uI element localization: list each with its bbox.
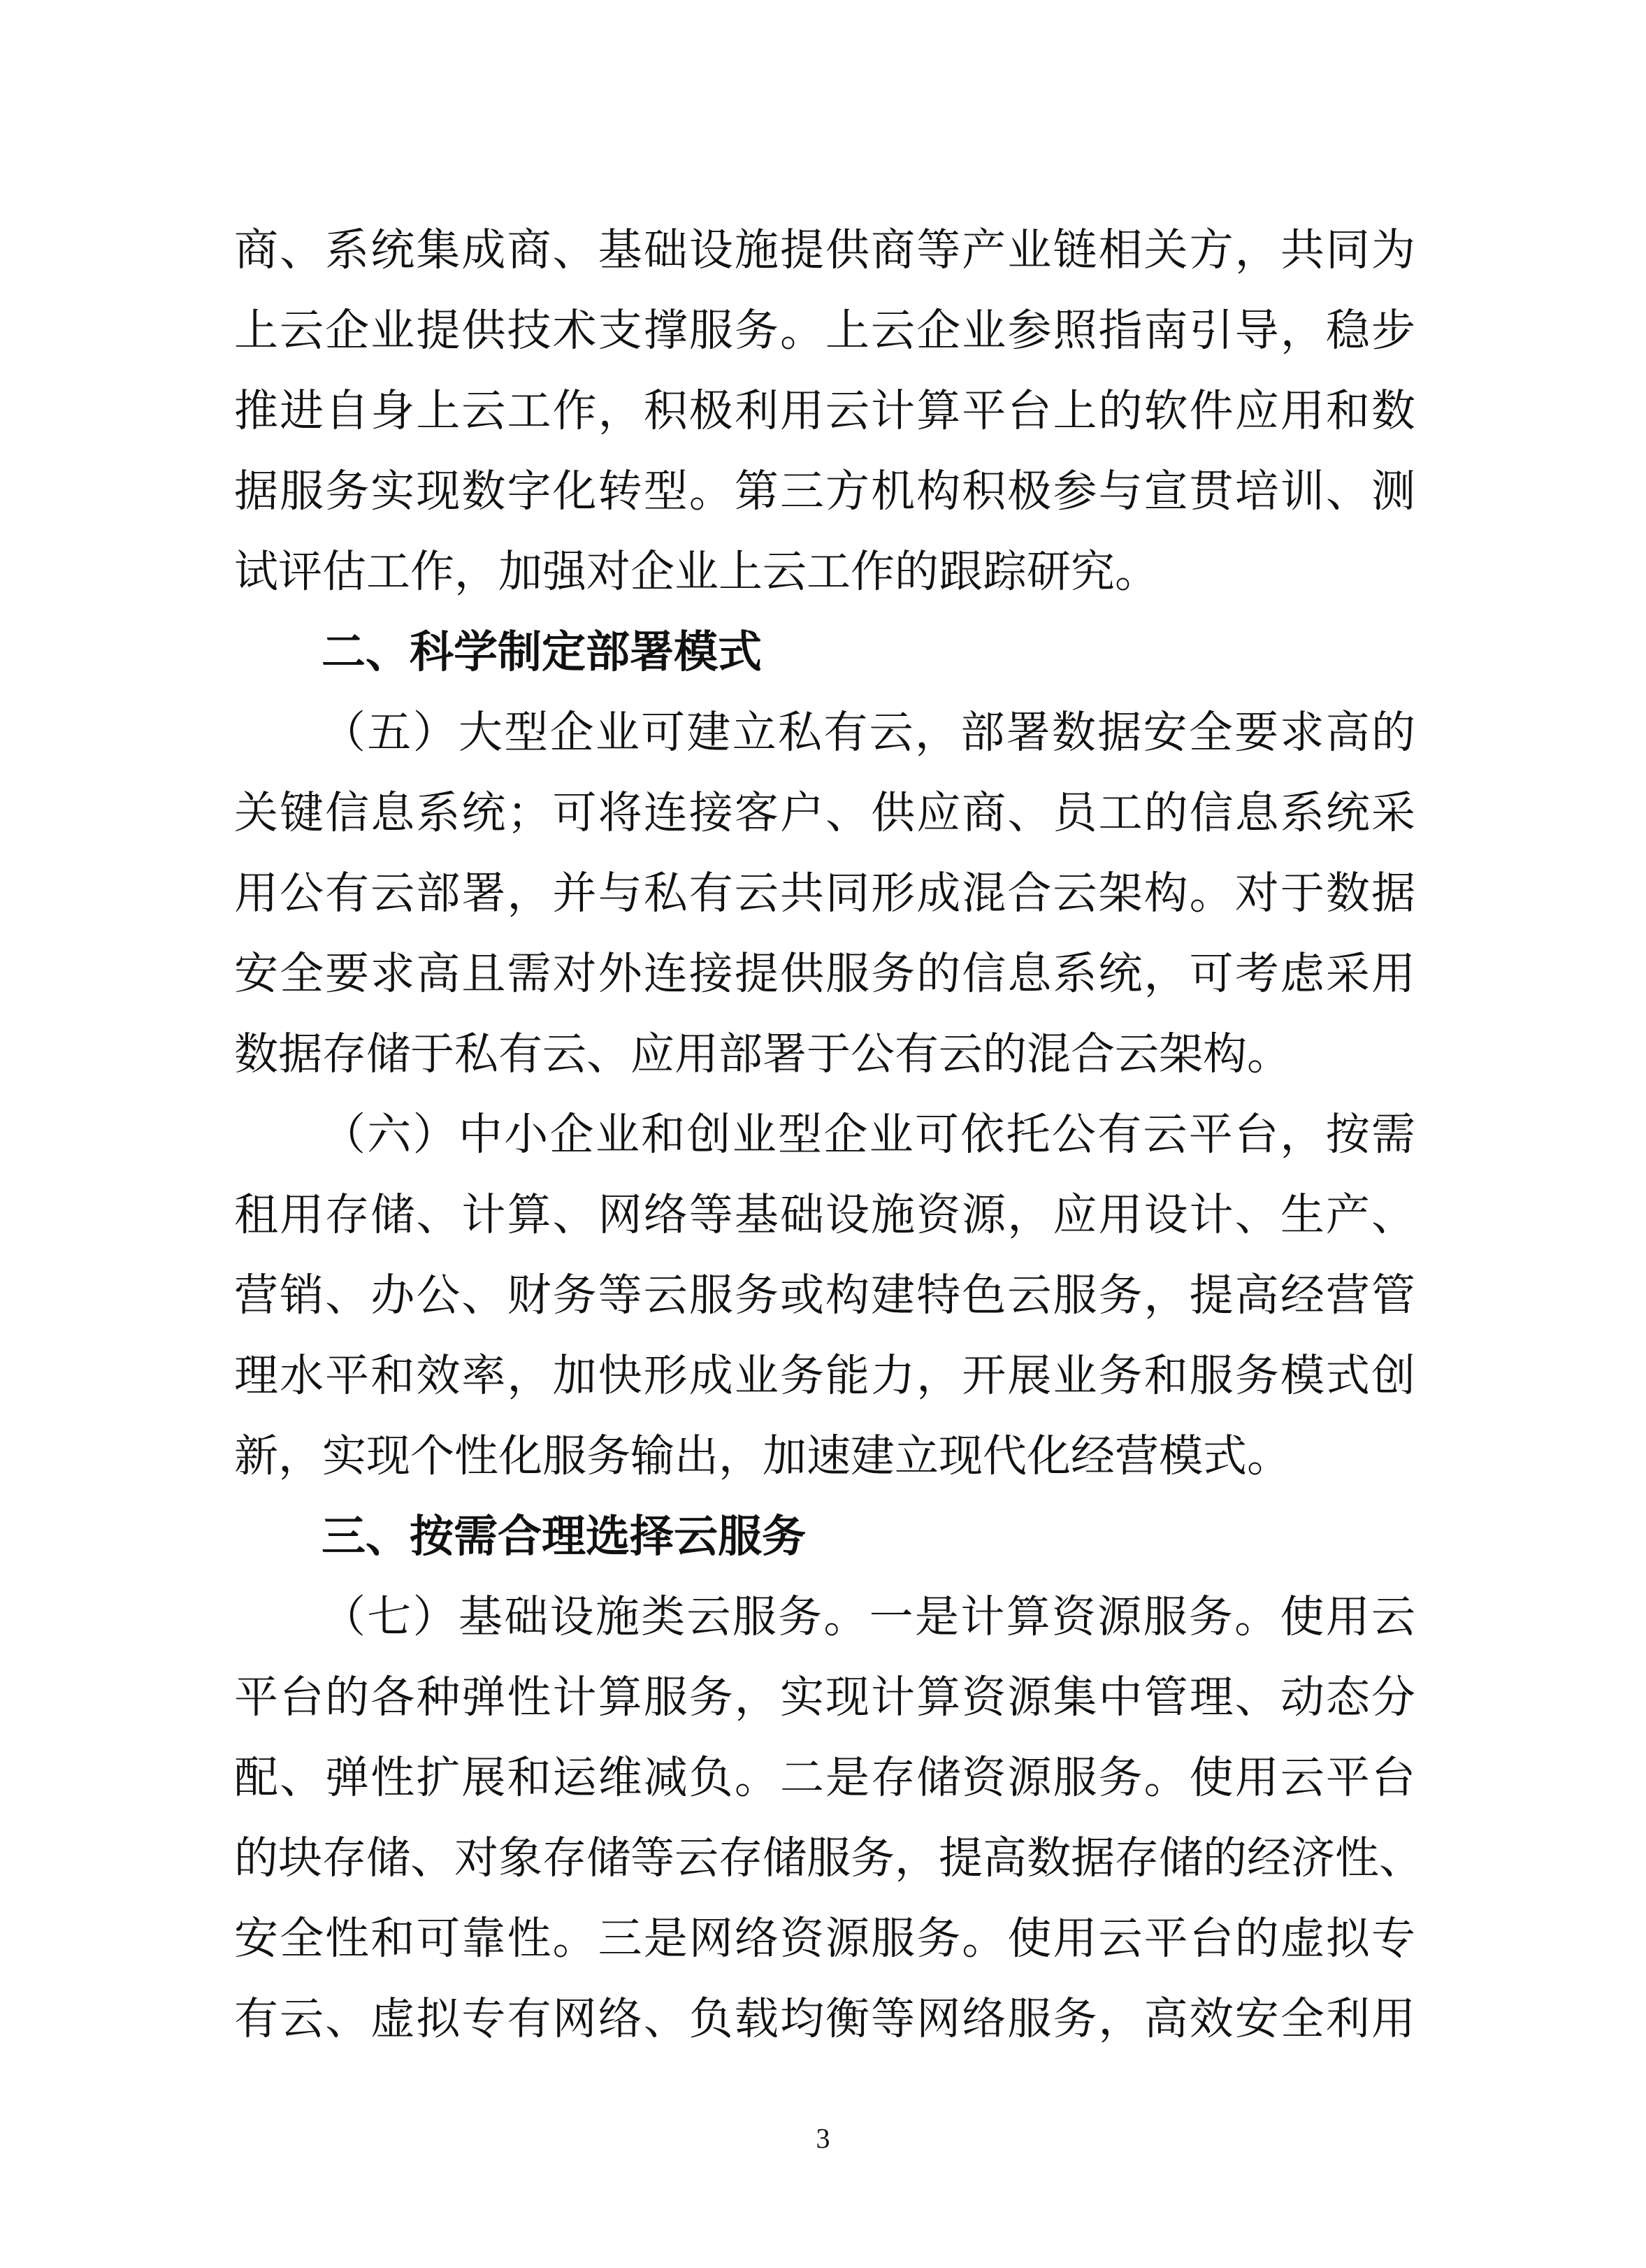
paragraph-line: 新，实现个性化服务输出，加速建立现代化经营模式。 xyxy=(234,1430,1291,1481)
paragraph-line: 用公有云部署，并与私有云共同形成混合云架构。对于数据 xyxy=(234,868,1415,919)
paragraph-line: 平台的各种弹性计算服务，实现计算资源集中管理、动态分 xyxy=(234,1672,1415,1723)
paragraph-line: 租用存储、计算、网络等基础设施资源，应用设计、生产、 xyxy=(234,1189,1415,1240)
paragraph-line: 营销、办公、财务等云服务或构建特色云服务，提高经营管 xyxy=(234,1270,1415,1321)
paragraph-line: 试评估工作，加强对企业上云工作的跟踪研究。 xyxy=(234,546,1159,597)
page-number: 3 xyxy=(816,2123,830,2154)
paragraph-line: 商、系统集成商、基础设施提供商等产业链相关方，共同为 xyxy=(234,224,1415,275)
paragraph-line: 关键信息系统；可将连接客户、供应商、员工的信息系统采 xyxy=(234,787,1415,838)
paragraph-line: （六）中小企业和创业型企业可依托公有云平台，按需 xyxy=(322,1109,1415,1160)
paragraph-line: 有云、虚拟专有网络、负载均衡等网络服务，高效安全利用 xyxy=(234,1993,1415,2044)
paragraph-line: 上云企业提供技术支撑服务。上云企业参照指南引导，稳步 xyxy=(234,305,1415,356)
paragraph-line: （五）大型企业可建立私有云，部署数据安全要求高的 xyxy=(322,707,1415,758)
section-heading-3: 三、按需合理选择云服务 xyxy=(322,1511,806,1562)
paragraph-line: 安全要求高且需对外连接提供服务的信息系统，可考虑采用 xyxy=(234,948,1415,999)
paragraph-line: 据服务实现数字化转型。第三方机构积极参与宣贯培训、测 xyxy=(234,466,1415,517)
paragraph-line: 安全性和可靠性。三是网络资源服务。使用云平台的虚拟专 xyxy=(234,1913,1415,1964)
paragraph-line: 理水平和效率，加快形成业务能力，开展业务和服务模式创 xyxy=(234,1350,1415,1401)
body-text xyxy=(234,210,1423,2059)
section-heading-2: 二、科学制定部署模式 xyxy=(322,626,762,677)
paragraph-line: 数据存储于私有云、应用部署于公有云的混合云架构。 xyxy=(234,1028,1291,1079)
paragraph-line: 推进自身上云工作，积极利用云计算平台上的软件应用和数 xyxy=(234,385,1415,436)
paragraph-line: 的块存储、对象存储等云存储服务，提高数据存储的经济性、 xyxy=(234,1832,1423,1883)
paragraph-line: 配、弹性扩展和运维减负。二是存储资源服务。使用云平台 xyxy=(234,1752,1415,1803)
paragraph-line: （七）基础设施类云服务。一是计算资源服务。使用云 xyxy=(322,1591,1415,1642)
